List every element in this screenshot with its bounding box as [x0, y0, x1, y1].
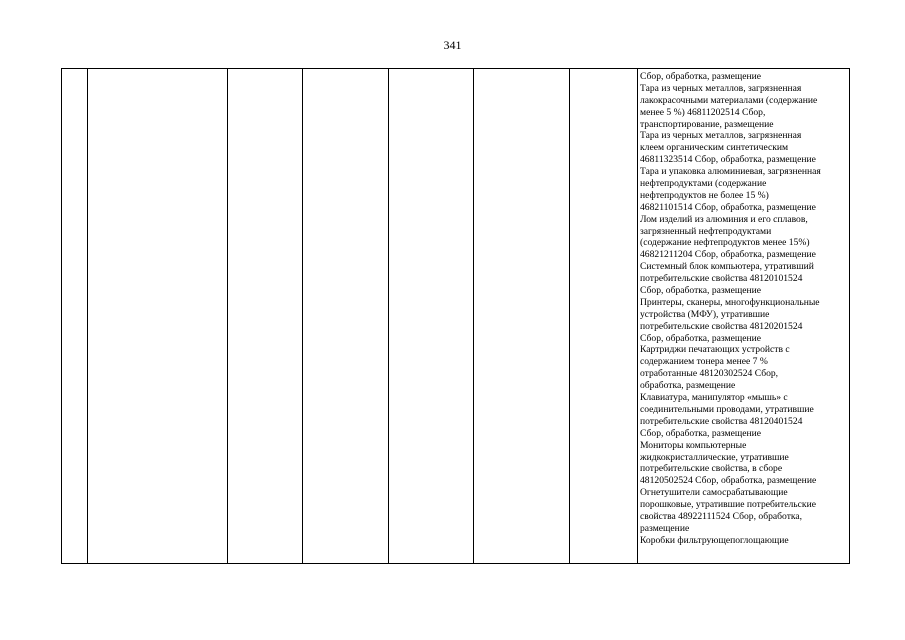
text-line: Сбор, обработка, размещение: [640, 427, 762, 439]
text-line: 48120502524 Сбор, обработка, размещение: [640, 475, 817, 487]
text-line: размещение: [640, 522, 690, 534]
table-cell-col5: [389, 69, 474, 564]
text-line: потребительские свойства 48120201524: [640, 320, 803, 332]
text-line: загрязненный нефтепродуктами: [640, 225, 772, 237]
table-row: [62, 69, 850, 564]
text-line: порошковые, утратившие потребительские: [640, 499, 816, 511]
text-line: жидкокристаллические, утратившие: [640, 451, 789, 463]
text-line: Лом изделий из алюминия и его сплавов,: [640, 213, 808, 225]
text-line: Мониторы компьютерные: [640, 439, 747, 451]
text-line: Принтеры, сканеры, многофункциональные: [640, 296, 820, 308]
text-line: Тара и упаковка алюминиевая, загрязненная: [640, 166, 821, 178]
page-number: 341: [443, 38, 462, 52]
text-line: отработанные 48120302524 Сбор,: [640, 368, 779, 380]
text-line: потребительские свойства 48120401524: [640, 415, 803, 427]
table-cell-col1: [62, 69, 88, 564]
text-line: обработка, размещение: [640, 380, 736, 392]
table-cell-col3: [228, 69, 303, 564]
text-line: потребительские свойства, в сборе: [640, 463, 783, 475]
text-line: устройства (МФУ), утратившие: [640, 308, 770, 320]
text-line: менее 5 %) 46811202514 Сбор,: [640, 106, 766, 118]
text-line: свойства 48922111524 Сбор, обработка,: [640, 510, 803, 522]
text-line: Сбор, обработка, размещение: [640, 71, 762, 82]
text-line: Системный блок компьютера, утративший: [640, 261, 814, 273]
text-line: Сбор, обработка, размещение: [640, 285, 762, 297]
text-line: клеем органическим синтетическим: [640, 142, 789, 154]
text-line: Сбор, обработка, размещение: [640, 332, 762, 344]
waste-description-lines: [640, 71, 847, 547]
table-cell-col2: [88, 69, 228, 564]
text-line: нефтепродуктами (содержание: [640, 178, 767, 190]
text-line: Картриджи печатающих устройств с: [640, 344, 790, 356]
table-cell-col7: [570, 69, 638, 564]
text-line: (содержание нефтепродуктов менее 15%): [640, 237, 810, 249]
table-cell-waste-description: [638, 69, 850, 564]
text-line: Коробки фильтрующепоглощающие: [640, 534, 789, 546]
text-line: Тара из черных металлов, загрязненная: [640, 130, 802, 142]
text-line: Огнетушители самосрабатывающие: [640, 487, 788, 499]
text-line: транспортирование, размещение: [640, 118, 774, 130]
text-line: 46811323514 Сбор, обработка, размещение: [640, 154, 816, 166]
text-line: 46821101514 Сбор, обработка, размещение: [640, 201, 816, 213]
text-line: соединительными проводами, утратившие: [640, 403, 814, 415]
text-line: содержанием тонера менее 7 %: [640, 356, 768, 368]
text-line: потребительские свойства 48120101524: [640, 273, 803, 285]
text-line: лакокрасочными материалами (содержание: [640, 94, 818, 106]
text-line: 46821211204 Сбор, обработка, размещение: [640, 249, 816, 261]
waste-table: [61, 68, 850, 564]
table-cell-col6: [474, 69, 570, 564]
text-line: Тара из черных металлов, загрязненная: [640, 82, 802, 94]
text-line: нефтепродуктов не более 15 %): [640, 189, 769, 201]
table-cell-col4: [303, 69, 389, 564]
text-line: Клавиатура, манипулятор «мышь» с: [640, 392, 788, 404]
